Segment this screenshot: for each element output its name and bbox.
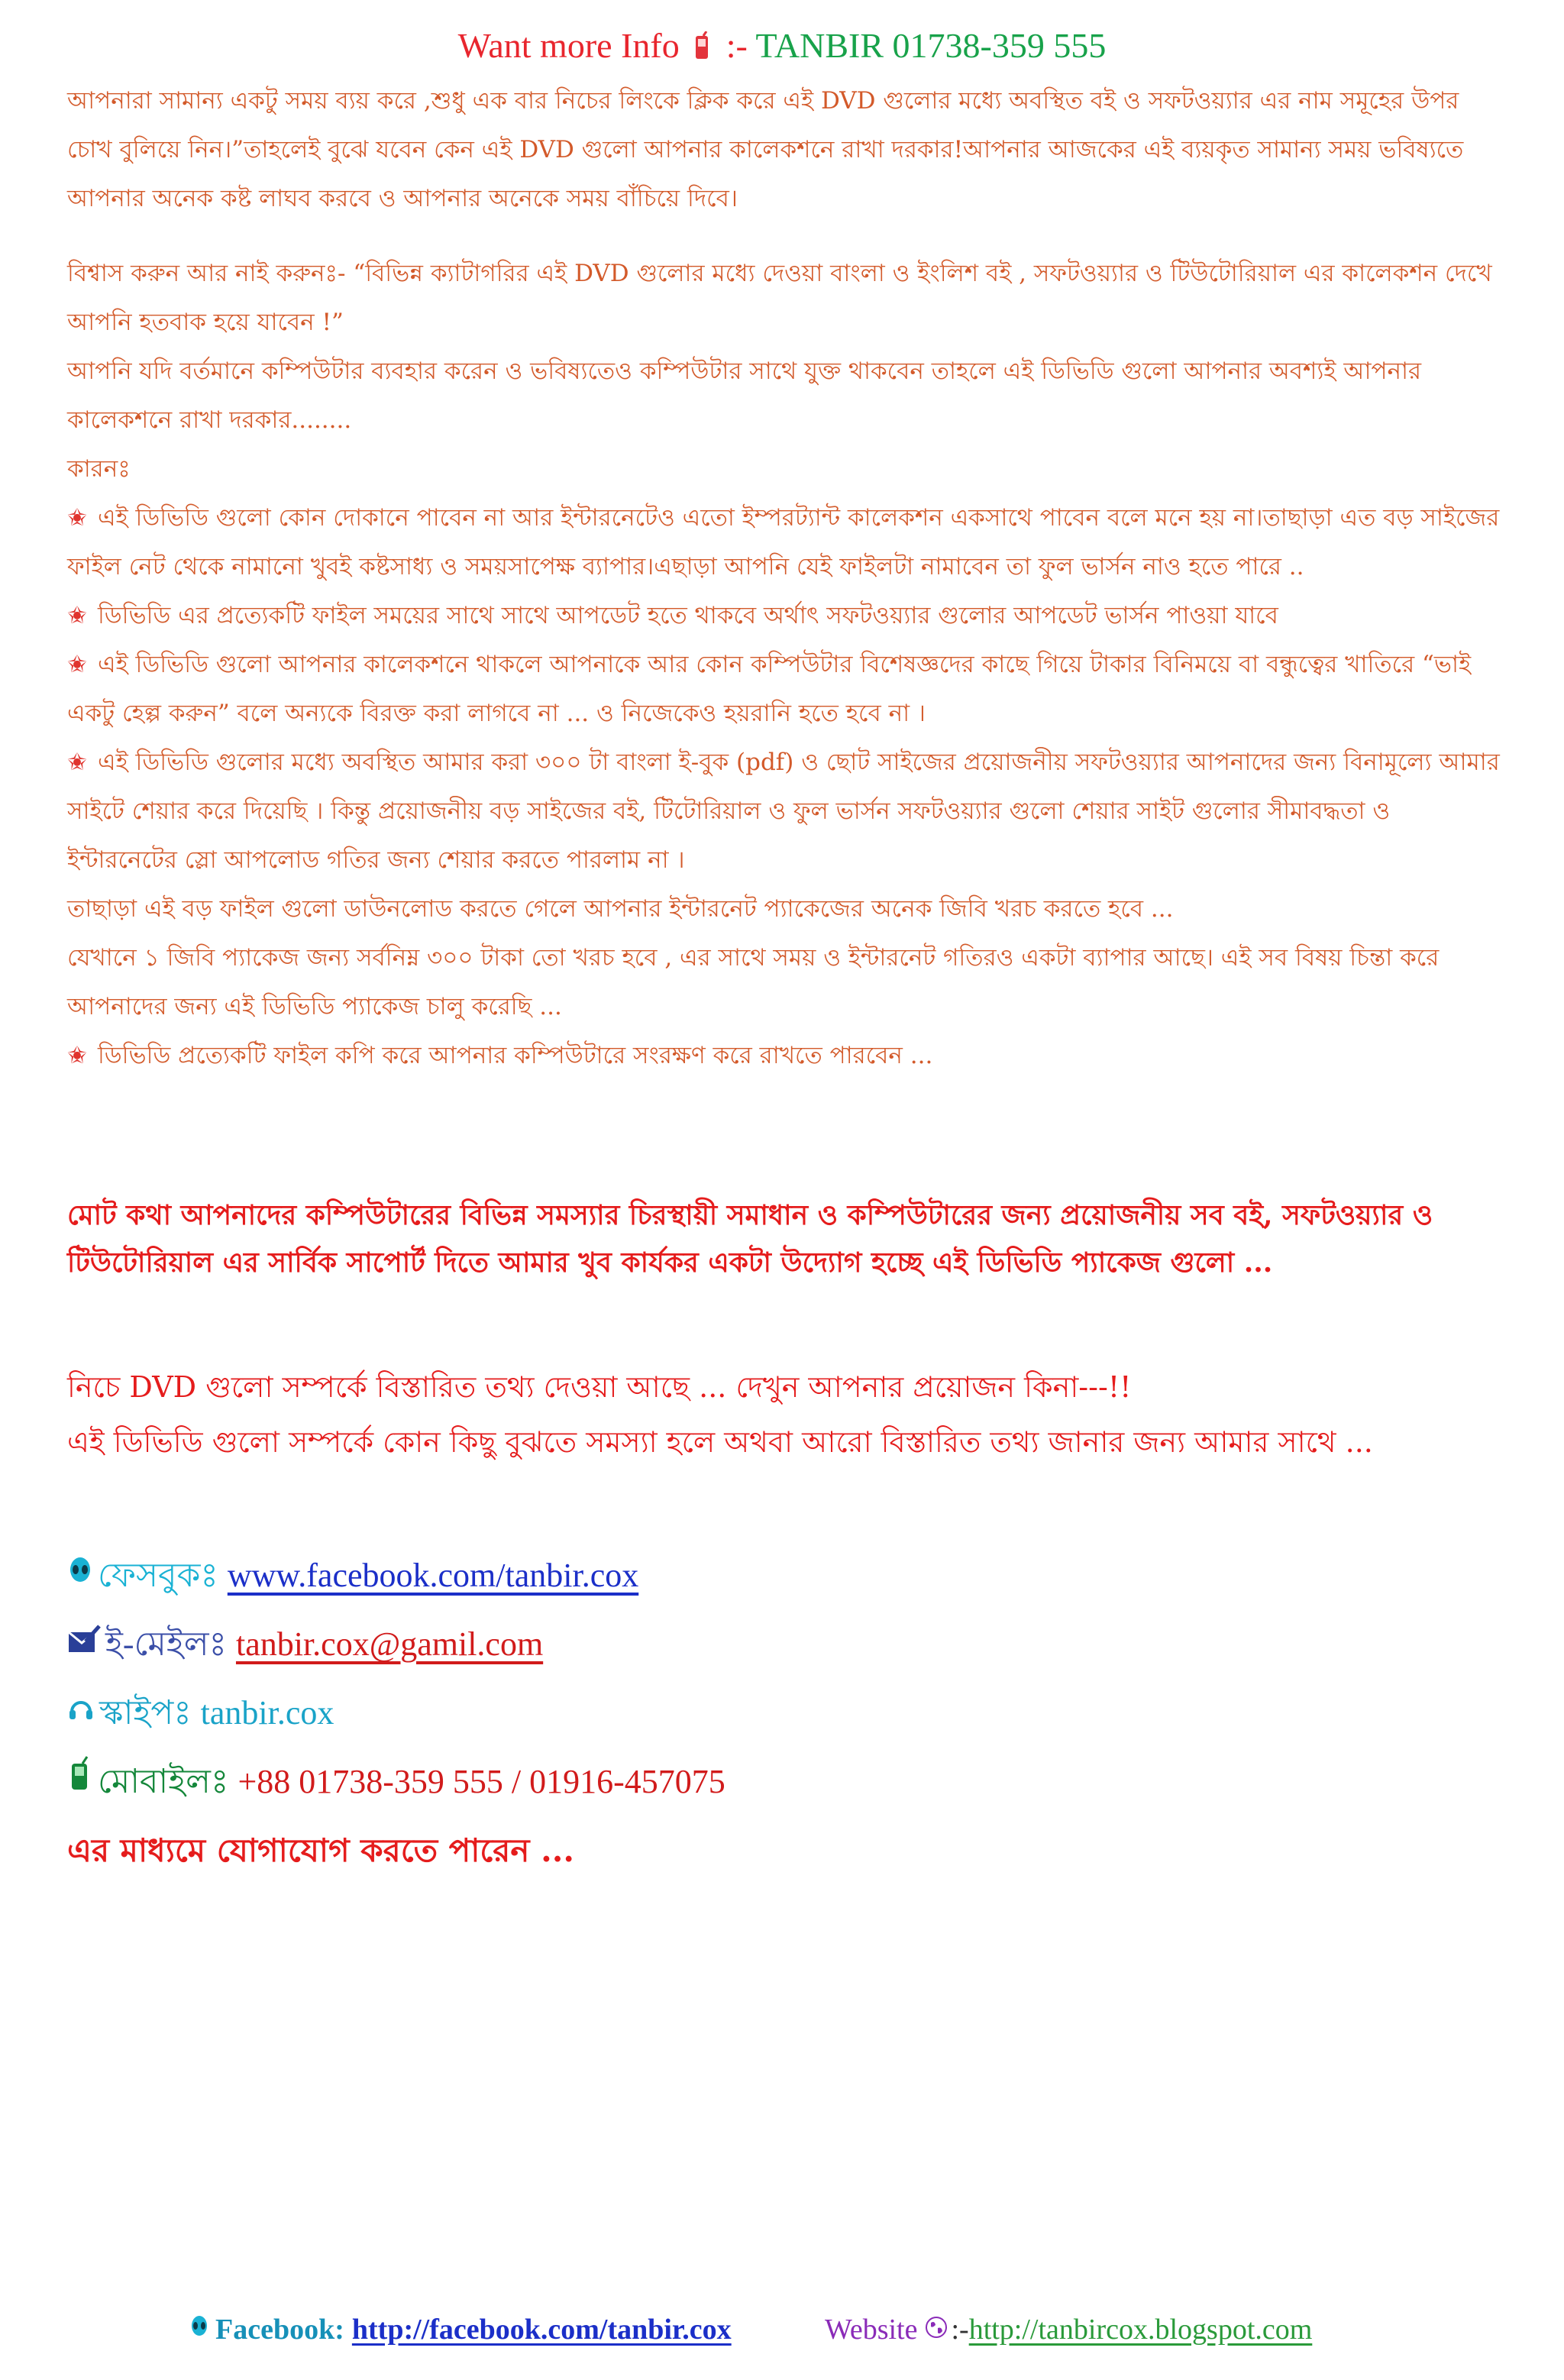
star-icon: ✬ xyxy=(67,1042,87,1069)
footer-facebook-link[interactable]: http://facebook.com/tanbir.cox xyxy=(351,2314,732,2346)
headphones-icon xyxy=(67,1679,99,1748)
info-line: এই ডিভিডি গুলো সম্পর্কে কোন কিছু বুঝতে সমস্যা হলে অথবা আরো বিস্তারিত তথ্য জানার জন্য আমার সাথে ... xyxy=(67,1425,1373,1459)
star-icon: ✬ xyxy=(67,651,87,678)
star-icon: ✬ xyxy=(67,749,87,776)
header-lead: Want more Info xyxy=(457,26,680,65)
reason-text: এই ডিভিডি গুলোর মধ্যে অবস্থিত আমার করা ৩০০ টা বাংলা ই-বুক (pdf) ও ছোট সাইজের প্রয়োজনীয় সফটওয়্যার আপনাদের জন্য বিনামূল্যে আমার সাইটে শেয়ার করে দিয়েছি । কিন্তু প্রয়োজনীয় বড় সাইজের বই, টিটোরিয়াল ও ফুল ভার্সন সফটওয়্যার গুলো শেয়ার সাইট গুলোর সীমাবদ্ধতা ও ইন্টারনেটের স্লো আপলোড গতির জন্য শেয়ার করতে পারলাম না । xyxy=(67,749,1500,874)
intro-paragraph: আপনি যদি বর্তমানে কম্পিউটার ব্যবহার করেন ও ভবিষ্যতেও কম্পিউটার সাথে যুক্ত থাকবেন তাহলে এই ডিভিডি গুলো আপনার অবশ্যই আপনার কালেকশনে রাখা দরকার........ xyxy=(67,357,1422,434)
extra-paragraph: তাছাড়া এই বড় ফাইল গুলো ডাউনলোড করতে গেলে আপনার ইন্টারনেট প্যাকেজের অনেক জিবি খরচ করতে হবে ... xyxy=(67,895,1174,923)
header-sep: :- xyxy=(725,26,748,65)
footer-facebook-label: Facebook: xyxy=(215,2314,344,2346)
intro-paragraph: আপনারা সামান্য একটু সময় ব্যয় করে ,শুধু এক বার নিচের লিংকে ক্লিক করে এই DVD গুলোর মধ্যে অবস্থিত বই ও সফটওয়্যার এর নাম সমূহের উপর চোখ বুলিয়ে নিন।”তাহলেই বুঝে যবেন কেন এই DVD গুলো আপনার কালেকশনে রাখা দরকার!আপনার আজকের এই ব্যয়কৃত সামান্য সময় ভবিষ্যতে আপনার অনেক কষ্ট লাঘব করবে ও আপনার অনেকে সময় বাঁচিয়ে দিবে। xyxy=(67,87,1464,212)
footer-website xyxy=(825,2307,1312,2353)
reason-item xyxy=(67,738,1503,884)
contact-list xyxy=(67,1541,725,1885)
extra-paragraph: যেখানে ১ জিবি প্যাকেজ জন্য সর্বনিম্ন ৩০০ টাকা তো খরচ হবে , এর সাথে সময় ও ইন্টারনেট গতিরও একটা ব্যাপার আছে। এই সব বিষয় চিন্তা করে আপনাদের জন্য এই ডিভিডি প্যাকেজ চালু করেছি ... xyxy=(67,944,1440,1020)
header-contact: TANBIR 01738-359 555 xyxy=(755,26,1107,65)
footer-facebook xyxy=(189,2307,732,2353)
globe-icon xyxy=(925,2307,948,2353)
info-line: নিচে DVD গুলো সম্পর্কে বিস্তারিত তথ্য দেওয়া আছে ... দেখুন আপনার প্রয়োজন কিনা---!! xyxy=(67,1370,1132,1404)
footer-website-link[interactable]: http://tanbircox.blogspot.com xyxy=(968,2314,1313,2346)
phone-icon xyxy=(693,26,713,75)
reasons-heading: কারনঃ xyxy=(67,455,131,483)
alien-icon xyxy=(189,2307,209,2353)
mobile-icon xyxy=(67,1748,98,1816)
intro-section xyxy=(67,76,1503,1080)
contact-facebook xyxy=(67,1541,725,1610)
star-icon: ✬ xyxy=(67,602,87,629)
info-section xyxy=(67,1360,1503,1470)
email-label: ই-মেইলঃ xyxy=(105,1625,227,1663)
footer-website-sep: :- xyxy=(951,2314,969,2346)
reason-item xyxy=(67,591,1503,640)
star-icon: ✬ xyxy=(67,504,87,532)
reason-item xyxy=(67,640,1503,738)
skype-id: tanbir.cox xyxy=(200,1694,334,1732)
reason-item xyxy=(67,1031,1503,1080)
contact-mobile xyxy=(67,1748,725,1816)
reason-item xyxy=(67,493,1503,591)
alien-icon xyxy=(67,1541,98,1610)
contact-closing: এর মাধ্যমে যোগাযোগ করতে পারেন ... xyxy=(67,1832,574,1869)
contact-email xyxy=(67,1610,725,1679)
mail-icon xyxy=(67,1610,105,1679)
reason-text: ডিভিডি এর প্রত্যেকটি ফাইল সময়ের সাথে সাথে আপডেট হতে থাকবে অর্থাৎ সফটওয়্যার গুলোর আপডেট ভার্সন পাওয়া যাবে xyxy=(97,602,1278,629)
email-link[interactable]: tanbir.cox@gamil.com xyxy=(235,1625,544,1663)
intro-paragraph: বিশ্বাস করুন আর নাই করুনঃ- “বিভিন্ন ক্যাটাগরির এই DVD গুলোর মধ্যে দেওয়া বাংলা ও ইংলিশ বই , সফটওয়্যার ও টিউটোরিয়াল এর কালেকশন দেখে আপনি হতবাক হয়ে যাবেন !” xyxy=(67,260,1492,336)
facebook-label: ফেসবুকঃ xyxy=(98,1557,218,1594)
page-header xyxy=(0,21,1564,75)
mobile-label: মোবাইলঃ xyxy=(98,1763,229,1800)
summary-paragraph: মোট কথা আপনাদের কম্পিউটারের বিভিন্ন সমস্যার চিরস্থায়ী সমাধান ও কম্পিউটারের জন্য প্রয়োজনীয় সব বই, সফটওয়্যার ও টিউটোরিয়াল এর সার্বিক সাপোর্ট দিতে আমার খুব কার্যকর একটা উদ্যোগ হচ্ছে এই ডিভিডি প্যাকেজ গুলো ... xyxy=(67,1199,1433,1279)
contact-skype xyxy=(67,1679,725,1748)
mobile-number: +88 01738-359 555 / 01916-457075 xyxy=(238,1763,725,1800)
skype-label: স্কাইপঃ xyxy=(99,1694,192,1732)
footer-website-label: Website xyxy=(825,2314,918,2346)
reason-text: এই ডিভিডি গুলো আপনার কালেকশনে থাকলে আপনাকে আর কোন কম্পিউটার বিশেষজ্ঞদের কাছে গিয়ে টাকার বিনিময়ে বা বন্ধুত্বের খাতিরে “ভাই একটু হেল্প করুন” বলে অন্যকে বিরক্ত করা লাগবে না ... ও নিজেকেও হয়রানি হতে হবে না । xyxy=(67,651,1472,727)
reason-text: ডিভিডি প্রত্যেকটি ফাইল কপি করে আপনার কম্পিউটারে সংরক্ষণ করে রাখতে পারবেন ... xyxy=(97,1042,933,1069)
facebook-link[interactable]: www.facebook.com/tanbir.cox xyxy=(227,1557,639,1594)
reason-text: এই ডিভিডি গুলো কোন দোকানে পাবেন না আর ইন্টারনেটেও এতো ইম্পরট্যান্ট কালেকশন একসাথে পাবেন বলে মনে হয় না।তাছাড়া এত বড় সাইজের ফাইল নেট থেকে নামানো খুবই কষ্টসাধ্য ও সময়সাপেক্ষ ব্যাপার।এছাড়া আপনি যেই ফাইলটা নামাবেন তা ফুল ভার্সন নাও হতে পারে .. xyxy=(67,504,1500,580)
